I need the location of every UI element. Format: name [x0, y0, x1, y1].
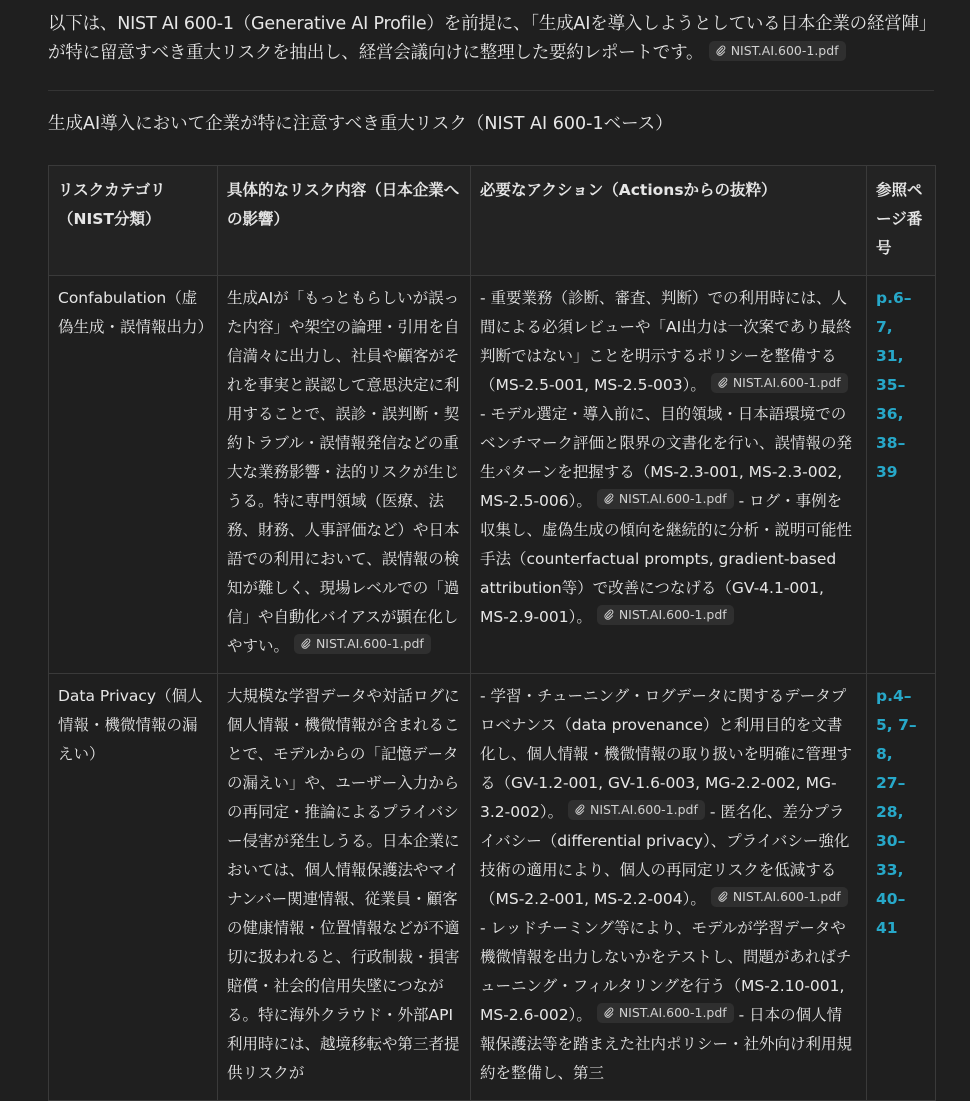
- header-category: リスクカテゴリ（NIST分類）: [49, 166, 218, 276]
- paperclip-icon: [603, 609, 614, 620]
- action-text: - 日本の個人情報保護法等を踏まえた社内ポリシー・社外向け利用規約を整備し、第三: [480, 1006, 853, 1082]
- citation-chip-label: NIST.AI.600-1.pdf: [732, 374, 841, 390]
- ref-page: 36,: [876, 405, 904, 423]
- ref-page: p.6–7,: [876, 289, 912, 336]
- paperclip-icon: [717, 377, 728, 388]
- citation-chip[interactable]: [597, 605, 734, 625]
- citation-chip-label: NIST.AI.600-1.pdf: [730, 42, 839, 58]
- risk-table: [48, 165, 936, 1101]
- cell-actions: [471, 674, 867, 1101]
- citation-chip[interactable]: [711, 887, 848, 907]
- ref-page: 8, 27–: [876, 745, 906, 792]
- action-text: - 重要業務（診断、審査、判断）での利用時には、人間による必須レビューや「AI出力は一次案であり最終判断ではない」ことを明示するポリシーを整備する（MS-2.5-001, MS-2.5-003）。: [480, 289, 852, 394]
- header-ref: 参照ページ番号: [867, 166, 936, 276]
- ref-page: 41: [876, 919, 898, 937]
- detail-text: 生成AIが「もっともらしいが誤った内容」や架空の論理・引用を自信満々に出力し、社員や顧客がそれを事実と誤認して意思決定に利用することで、誤診・誤判断・契約トラブル・誤情報発信などの重大な業務影響・法的リスクが生じうる。特に専門領域（医療、法務、財務、人事評価など）や日本語での利用において、誤情報の検知が難しく、現場レベルでの「過信」や自動化バイアスが顕在化しやすい。: [227, 289, 460, 655]
- action-text: - レッドチーミング等により、モデルが学習データや機微情報を出力しないかをテストし、問題があればチューニング・フィルタリングを行う（MS-2.10-001, MS-2.6-002）。: [480, 919, 852, 1024]
- ref-page: 38–: [876, 434, 906, 452]
- cell-ref: [867, 276, 936, 674]
- citation-chip-label: NIST.AI.600-1.pdf: [732, 888, 841, 904]
- action-text: - 学習・チューニング・ログデータに関するデータプロベナンス（data provenance）と利用目的を文書化し、個人情報・機微情報の取り扱いを明確に管理する（GV-1.2-001, GV-1.6-003, MG-2.2-002, MG-3.2-002）。: [480, 687, 853, 821]
- paperclip-icon: [603, 1007, 614, 1018]
- action-text: - モデル選定・導入前に、目的領域・日本語環境でのベンチマーク評価と限界の文書化を行い、誤情報の発生パターンを把握する（MS-2.3-001, MS-2.3-002, MS-2.5-006）。: [480, 405, 853, 510]
- citation-chip[interactable]: [568, 800, 705, 820]
- citation-chip[interactable]: [597, 1003, 734, 1023]
- action-text: - ログ・事例を収集し、虚偽生成の傾向を継続的に分析・説明可能性手法（counterfactual prompts, gradient-based attribution等）で改善につなげる（GV-4.1-001, MS-2.9-001）。: [480, 492, 853, 626]
- citation-chip-label: NIST.AI.600-1.pdf: [315, 635, 424, 651]
- intro-paragraph: [48, 10, 934, 68]
- cell-actions: [471, 276, 867, 674]
- citation-chip-label: NIST.AI.600-1.pdf: [618, 606, 727, 622]
- citation-chip[interactable]: [709, 41, 846, 61]
- ref-page: 35–: [876, 376, 906, 394]
- table-row: [49, 276, 936, 674]
- citation-chip[interactable]: [597, 489, 734, 509]
- paperclip-icon: [574, 804, 585, 815]
- citation-chip[interactable]: [294, 634, 431, 654]
- ref-page: 28,: [876, 803, 904, 821]
- intro-text: 以下は、NIST AI 600-1（Generative AI Profile）を前提に、「生成AIを導入しようとしている日本企業の経営陣」が特に留意すべき重大リスクを抽出し、経営会議向けに整理した要約レポートです。: [48, 14, 928, 63]
- cell-detail: [218, 276, 471, 674]
- table-row: [49, 674, 936, 1101]
- paperclip-icon: [603, 493, 614, 504]
- ref-page: 39: [876, 463, 898, 481]
- cell-category: Confabulation（虚偽生成・誤情報出力）: [49, 276, 218, 674]
- ref-page: 31,: [876, 347, 904, 365]
- header-detail: 具体的なリスク内容（日本企業への影響）: [218, 166, 471, 276]
- citation-chip-label: NIST.AI.600-1.pdf: [618, 490, 727, 506]
- ref-page: 40–: [876, 890, 906, 908]
- paperclip-icon: [300, 638, 311, 649]
- ref-page: p.4–: [876, 687, 912, 705]
- detail-text: 大規模な学習データや対話ログに個人情報・機微情報が含まれることで、モデルからの「記憶データの漏えい」や、ユーザー入力からの再同定・推論によるプライバシー侵害が発生しうる。日本企業においては、個人情報保護法やマイナンバー関連情報、従業員・顧客の健康情報・位置情報などが不適切に扱われると、行政制裁・損害賠償・社会的信用失墜につながる。特に海外クラウド・外部API利用時には、越境移転や第三者提供リスクが: [227, 687, 460, 1082]
- cell-ref: [867, 674, 936, 1101]
- paperclip-icon: [715, 45, 726, 56]
- table-header-row: [49, 166, 936, 276]
- citation-chip[interactable]: [711, 373, 848, 393]
- header-actions: 必要なアクション（Actionsからの抜粋）: [471, 166, 867, 276]
- cell-detail: [218, 674, 471, 1101]
- ref-page: 30–: [876, 832, 906, 850]
- cell-category: Data Privacy（個人情報・機微情報の漏えい）: [49, 674, 218, 1101]
- citation-chip-label: NIST.AI.600-1.pdf: [618, 1004, 727, 1020]
- divider: [48, 90, 934, 91]
- ref-page: 33,: [876, 861, 904, 879]
- citation-chip-label: NIST.AI.600-1.pdf: [590, 801, 698, 817]
- action-text: - 匿名化、差分プライバシー（differential privacy）、プライバシー強化技術の適用により、個人の再同定リスクを低減する（MS-2.2-001, MS-2.2-004）。: [480, 803, 850, 908]
- ref-page: 5, 7–: [876, 716, 917, 734]
- section-title: 生成AI導入において企業が特に注意すべき重大リスク（NIST AI 600-1ベース）: [48, 114, 673, 134]
- paperclip-icon: [717, 891, 728, 902]
